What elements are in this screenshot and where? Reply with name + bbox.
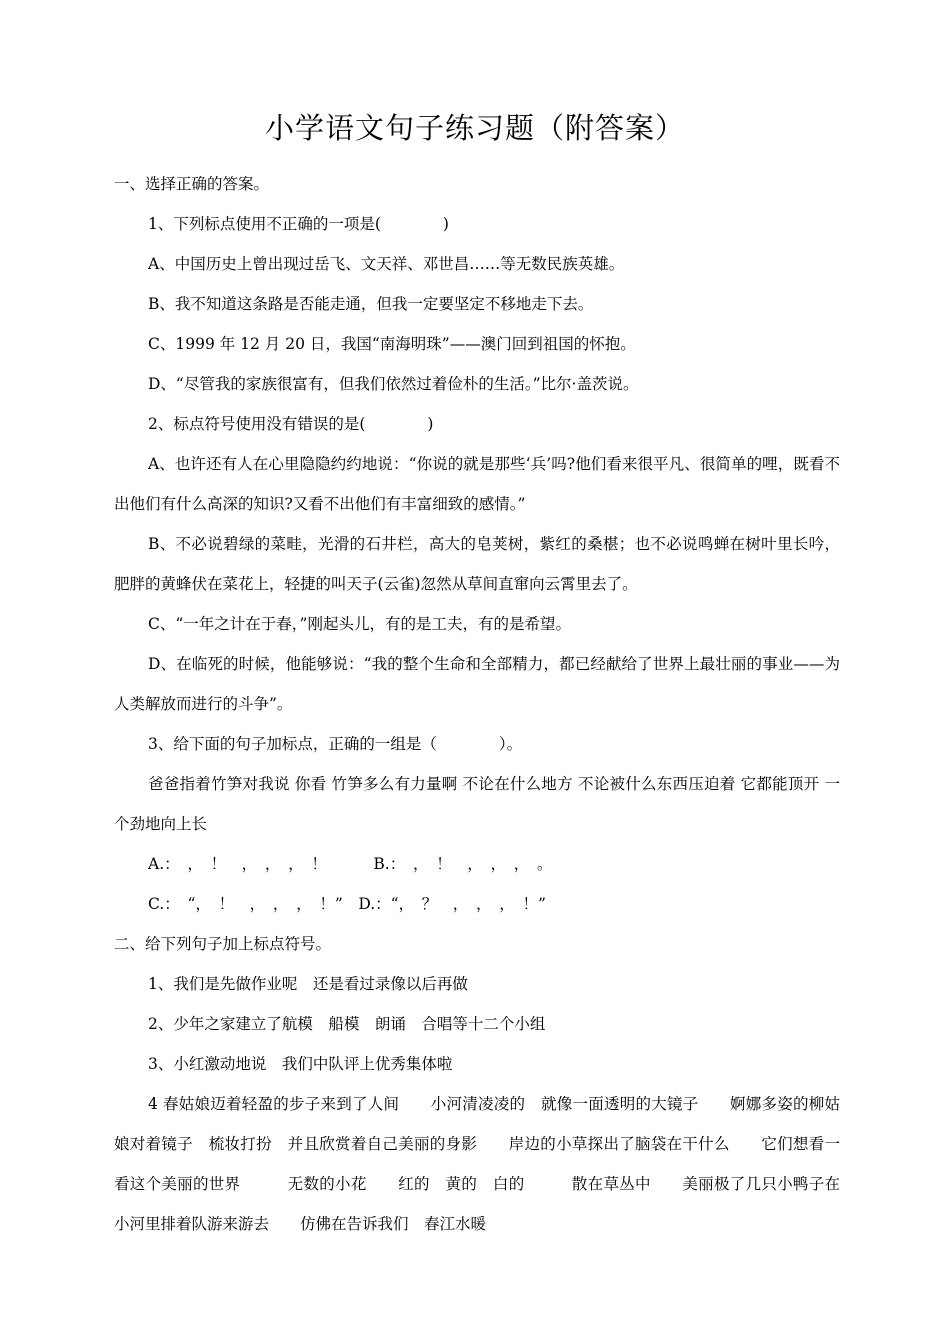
section-1-heading: 一、选择正确的答案。 [114,175,270,193]
question-3-sentence: 爸爸指着竹笋对我说 你看 竹笋多么有力量啊 不论在什么地方 不论被什么东西压迫着 它都能顶开 一个劲地向上长 [114,775,840,833]
question-2-option-b: B、不必说碧绿的菜畦，光滑的石井栏，高大的皂荚树，紫红的桑椹；也不必说鸣蝉在树叶里长吟，肥胖的黄蜂伏在菜花上，轻捷的叫天子(云雀)忽然从草间直窜向云霄里去了。 [114,535,840,593]
question-3-options-ab: A.： ， ！ ， ， ， ！ B.： ， ！ ， ， ， 。 [148,855,553,873]
section-2-item-3: 3、小红激动地说 我们中队评上优秀集体啦 [148,1055,453,1073]
question-1-option-c: C、1999 年 12 月 20 日，我国“南海明珠”——澳门回到祖国的怀抱。 [148,335,636,353]
question-3-stem: 3、给下面的句子加标点，正确的一组是（ ）。 [148,735,523,753]
question-1-option-a: A、中国历史上曾出现过岳飞、文天祥、邓世昌……等无数民族英雄。 [148,255,625,273]
question-2-stem: 2、标点符号使用没有错误的是( ) [148,415,434,433]
section-2-item-1: 1、我们是先做作业呢 还是看过录像以后再做 [148,975,468,993]
section-2-heading: 二、给下列句子加上标点符号。 [114,935,332,953]
question-2-option-d: D、在临死的时候，他能够说：“我的整个生命和全部精力，都已经献给了世界上最壮丽的事业——为人类解放而进行的斗争”。 [114,655,840,713]
question-1-option-d: D、“尽管我的家族很富有，但我们依然过着俭朴的生活。”比尔·盖茨说。 [148,375,639,393]
question-1-option-b: B、我不知道这条路是否能走通，但我一定要坚定不移地走下去。 [148,295,594,313]
question-1-stem: 1、下列标点使用不正确的一项是( ) [148,215,449,233]
section-2-item-4: 4 春姑娘迈着轻盈的步子来到了人间 小河清凌凌的 就像一面透明的大镜子 婀娜多姿的柳姑娘对着镜子 梳妆打扮 并且欣赏着自己美丽的身影 岸边的小草探出了脑袋在干什么 它们想看一看这个美丽的世界 无数的小花 红的 黄的 白的 散在草丛中 美丽极了几只小鸭子在小河里排着队游来游去 仿佛在告诉我们 春江水暖 [114,1095,840,1233]
question-3-options-cd: C.： “， ！ ， ， ， ！” D.：“， ？ ， ， ， ！” [148,895,546,913]
section-2-item-2: 2、少年之家建立了航模 船模 朗诵 合唱等十二个小组 [148,1015,546,1033]
page-title: 小学语文句子练习题（附答案） [264,111,685,145]
question-2-option-a: A、也许还有人在心里隐隐约约地说：“你说的就是那些‘兵’吗?他们看来很平凡、很简单的哩，既看不出他们有什么高深的知识?又看不出他们有丰富细致的感情。” [114,455,840,513]
question-2-option-c: C、“一年之计在于春，”刚起头儿，有的是工夫，有的是希望。 [148,615,571,633]
document-body [114,164,840,1244]
